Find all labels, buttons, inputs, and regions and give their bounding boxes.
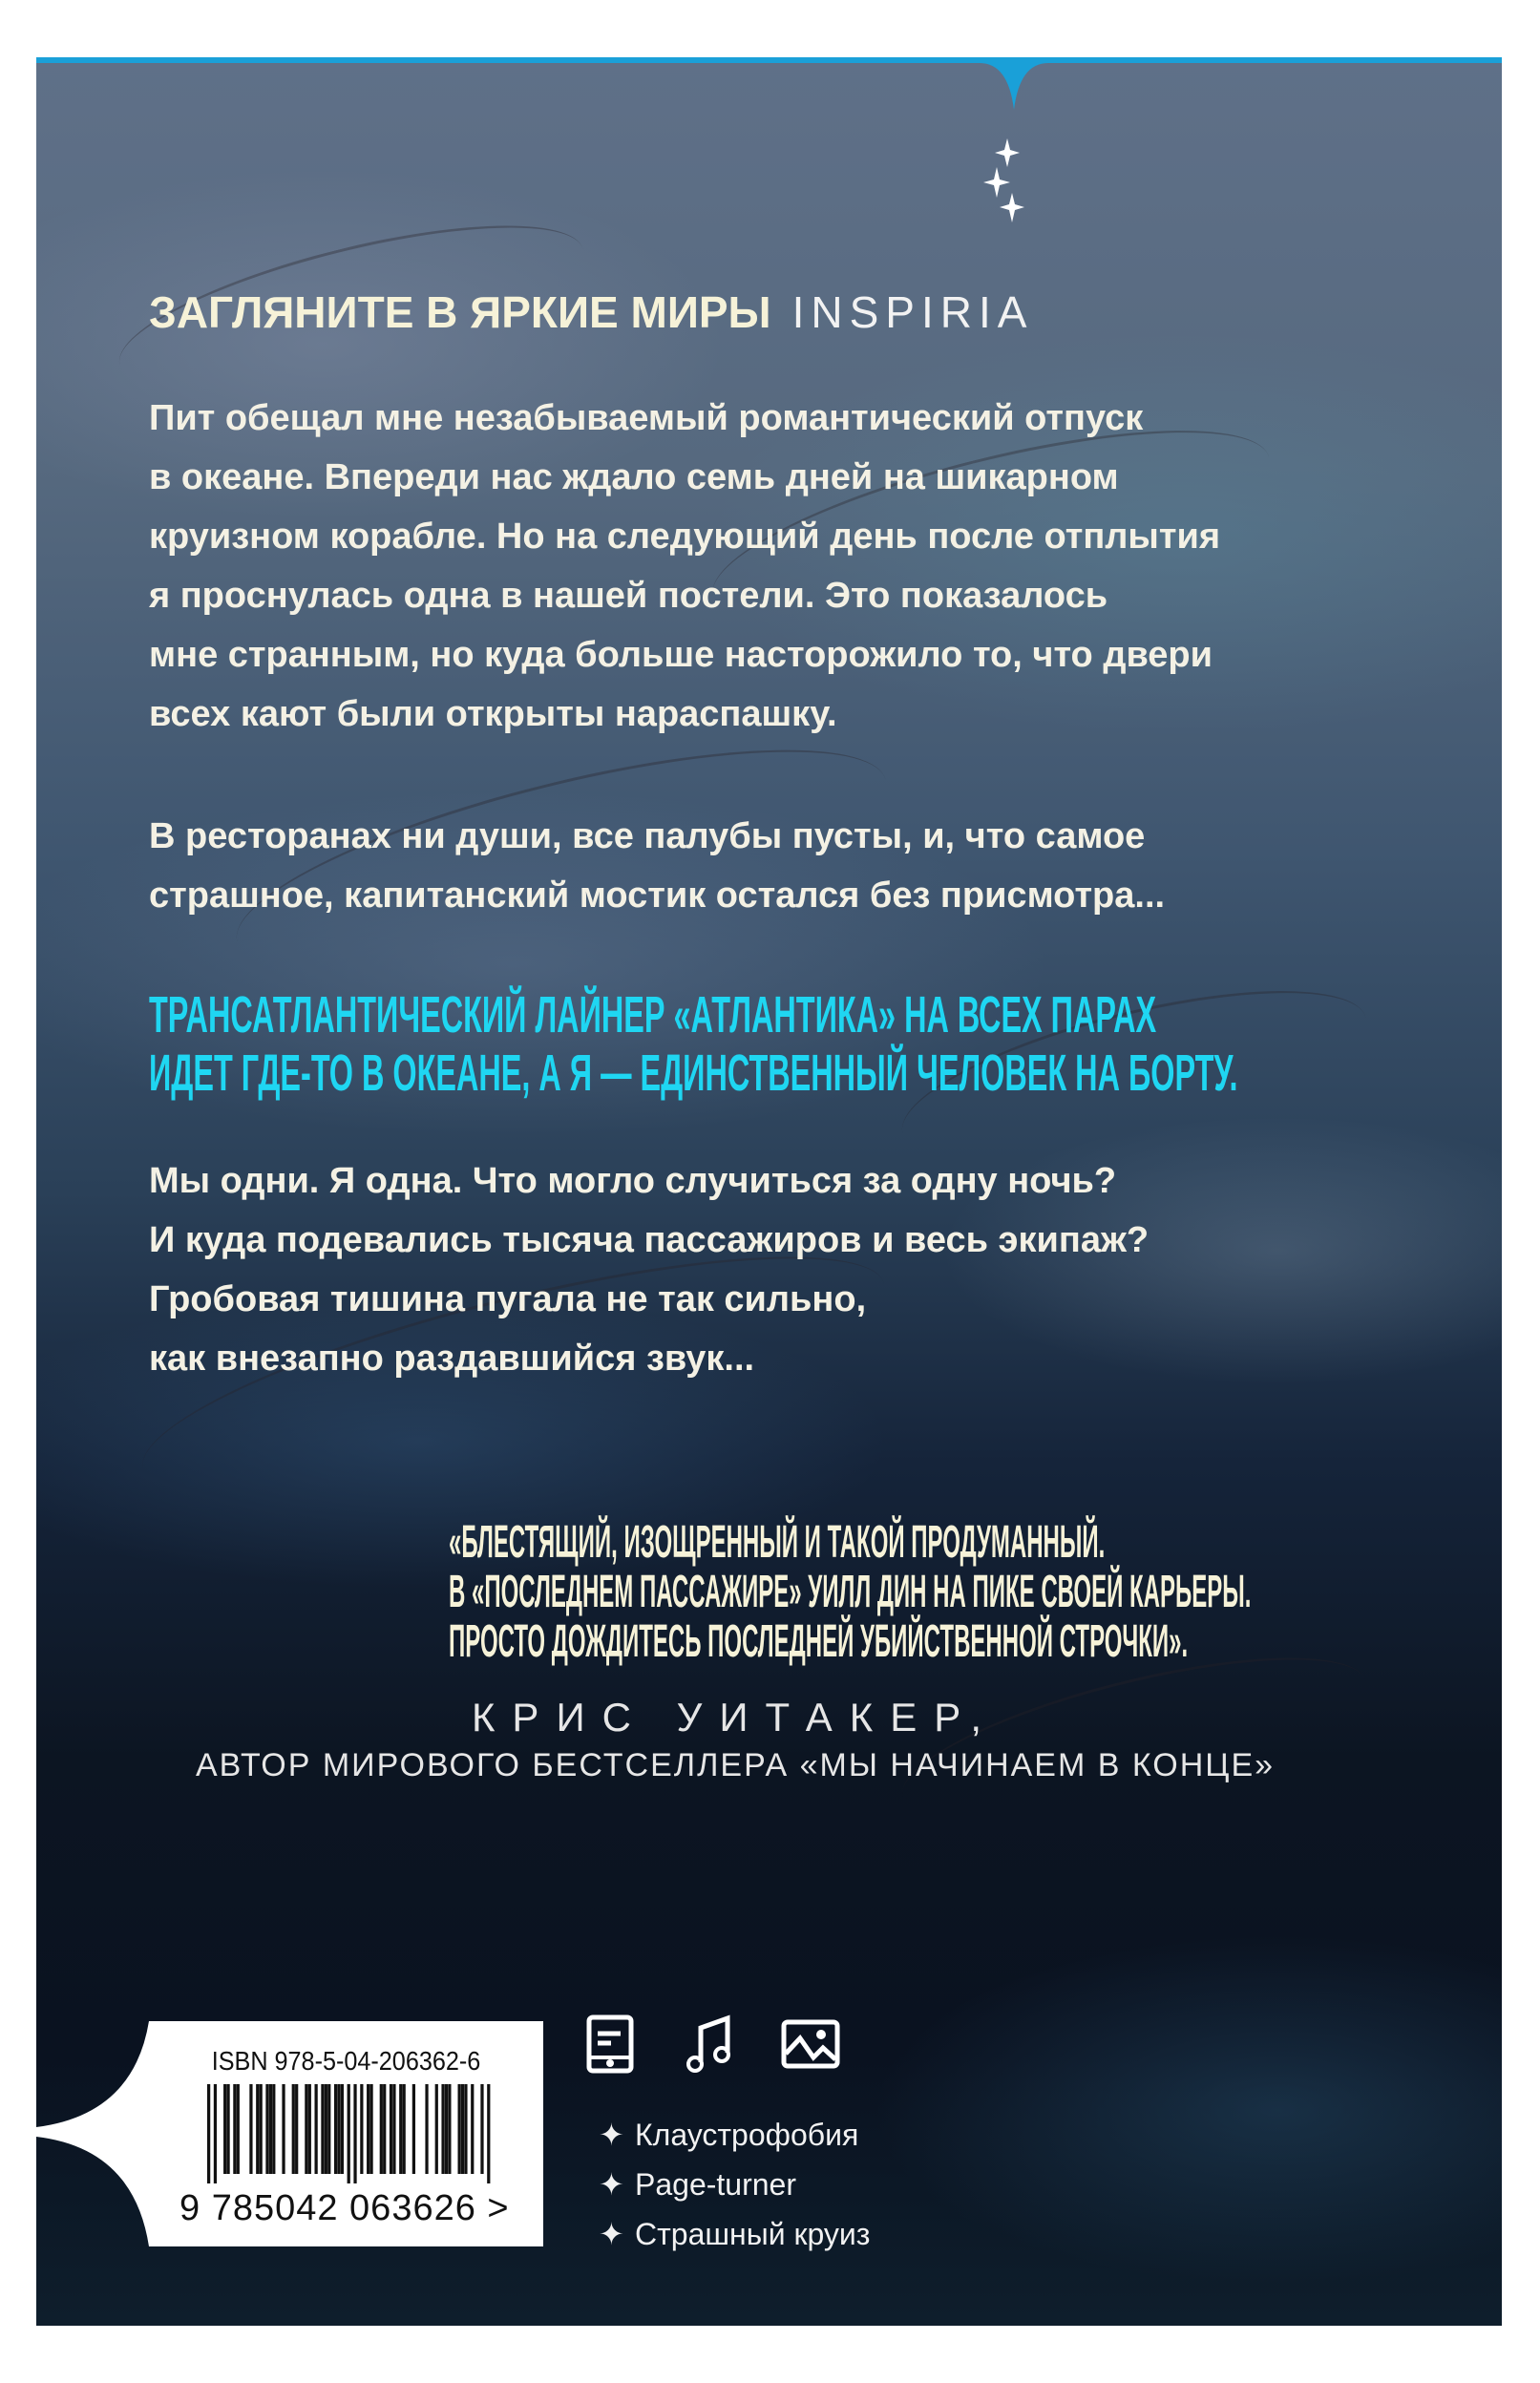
barcode-bar bbox=[334, 2084, 337, 2174]
barcode-bar bbox=[348, 2084, 350, 2183]
barcode-bar bbox=[425, 2084, 428, 2174]
barcode-bar bbox=[471, 2084, 474, 2174]
text-line: Гробовая тишина пугала не так сильно, bbox=[149, 1279, 867, 1319]
barcode-bar bbox=[399, 2084, 402, 2174]
sparkles-icon bbox=[981, 138, 1029, 224]
tag-item bbox=[599, 2216, 870, 2252]
barcode-bar bbox=[445, 2084, 448, 2174]
synopsis-paragraph-2 bbox=[149, 807, 1390, 925]
barcode-bar bbox=[461, 2084, 464, 2174]
barcode-bar bbox=[249, 2084, 252, 2174]
tag-label: Клаустрофобия bbox=[635, 2118, 859, 2152]
ebook-icon bbox=[586, 2014, 636, 2074]
barcode-bar bbox=[207, 2084, 210, 2183]
barcode-bar bbox=[341, 2084, 344, 2174]
top-bar bbox=[36, 57, 1502, 134]
barcode-bar bbox=[292, 2084, 295, 2174]
barcode-bar bbox=[458, 2084, 461, 2174]
barcode-bar bbox=[392, 2084, 395, 2174]
barcode-bar bbox=[464, 2084, 467, 2174]
sparkle-bullet-icon: ✦ bbox=[599, 2217, 624, 2251]
barcode-bar bbox=[435, 2084, 438, 2174]
barcode-bar bbox=[487, 2084, 490, 2183]
barcode-bar bbox=[480, 2084, 483, 2174]
synopsis-paragraph-1 bbox=[149, 389, 1390, 744]
tag-item bbox=[599, 2117, 858, 2153]
text-line: в океане. Впереди нас ждало семь дней на шикарном bbox=[149, 457, 1119, 497]
quote-author: КРИС УИТАКЕР, bbox=[471, 1695, 1000, 1740]
barcode-label bbox=[149, 2021, 543, 2246]
barcode-bar bbox=[403, 2084, 406, 2174]
barcode-bar bbox=[260, 2084, 263, 2174]
barcode-bar bbox=[233, 2084, 236, 2174]
highlight-tagline bbox=[149, 986, 1238, 1103]
text-line: ТРАНСАТЛАНТИЧЕСКИЙ ЛАЙНЕР «АТЛАНТИКА» НА ВСЕХ ПАРАХ bbox=[149, 986, 1157, 1044]
barcode-bar bbox=[272, 2084, 275, 2174]
book-back-cover bbox=[36, 57, 1502, 2326]
tag-item bbox=[599, 2166, 796, 2203]
quote-author-description: АВТОР МИРОВОГО БЕСТСЕЛЛЕРА «МЫ НАЧИНАЕМ В КОНЦЕ» bbox=[195, 1747, 1276, 1783]
barcode-bar bbox=[369, 2084, 372, 2174]
barcode-bar bbox=[367, 2084, 369, 2174]
barcode-bar bbox=[448, 2084, 451, 2174]
barcode-bar bbox=[265, 2084, 268, 2174]
barcode-bar bbox=[337, 2084, 340, 2174]
tag-label: Page-turner bbox=[635, 2167, 796, 2202]
text-line: ПРОСТО ДОЖДИТЕСЬ ПОСЛЕДНЕЙ УБИЙСТВЕННОЙ СТРОЧКИ». bbox=[449, 1616, 1189, 1667]
barcode-bar bbox=[412, 2084, 415, 2174]
publisher-logo: INSPIRIA bbox=[791, 287, 1034, 337]
barcode-bar bbox=[237, 2084, 240, 2174]
text-line: «БЛЕСТЯЩИЙ, ИЗОЩРЕННЫЙ И ТАКОЙ ПРОДУМАННЫЙ. bbox=[449, 1517, 1106, 1568]
image-icon bbox=[781, 2019, 840, 2069]
text-line: круизном корабле. Но на следующий день после отплытия bbox=[149, 517, 1221, 557]
text-line: всех кают были открыты нараспашку. bbox=[149, 694, 837, 734]
text-line: И куда подевались тысяча пассажиров и весь экипаж? bbox=[149, 1220, 1150, 1260]
ean-number: 9 785042 063626 > bbox=[179, 2188, 510, 2228]
header bbox=[149, 286, 1033, 338]
barcode-bar bbox=[256, 2084, 259, 2174]
barcode-bar bbox=[353, 2084, 356, 2183]
sparkle-bullet-icon: ✦ bbox=[599, 2167, 624, 2202]
barcode-bar bbox=[390, 2084, 392, 2174]
tag-label: Страшный круиз bbox=[635, 2217, 871, 2251]
barcode-bar bbox=[315, 2084, 318, 2174]
text-line: Мы одни. Я одна. Что могло случиться за одну ночь? bbox=[149, 1161, 1117, 1201]
synopsis-paragraph-3 bbox=[149, 1151, 1390, 1388]
text-line: В ресторанах ни души, все палубы пусты, и, что самое bbox=[149, 816, 1146, 856]
review-quote bbox=[162, 1518, 1308, 1667]
text-line: ИДЕТ ГДЕ-ТО В ОКЕАНЕ, А Я — ЕДИНСТВЕННЫЙ ЧЕЛОВЕК НА БОРТУ. bbox=[149, 1044, 1238, 1102]
barcode-bar bbox=[327, 2084, 330, 2174]
barcode-bar bbox=[380, 2084, 383, 2174]
barcode-bar bbox=[223, 2084, 226, 2174]
barcode-bar bbox=[383, 2084, 386, 2174]
barcode-bar bbox=[269, 2084, 272, 2174]
barcode-notch bbox=[36, 2014, 160, 2253]
series-slogan: ЗАГЛЯНИТЕ В ЯРКИЕ МИРЫ bbox=[149, 287, 771, 337]
text-line: Пит обещал мне незабываемый романтический отпуск bbox=[149, 398, 1144, 438]
music-note-icon bbox=[686, 2014, 735, 2074]
barcode-bar bbox=[282, 2084, 285, 2174]
barcode-bar bbox=[226, 2084, 229, 2174]
text-line: мне странным, но куда больше насторожило то, что двери bbox=[149, 635, 1213, 675]
barcode-bar bbox=[308, 2084, 311, 2174]
barcode-bar bbox=[321, 2084, 324, 2174]
text-line: страшное, капитанский мостик остался без присмотра... bbox=[149, 875, 1166, 916]
barcode-bar bbox=[360, 2084, 363, 2174]
barcode-bar bbox=[305, 2084, 307, 2174]
text-line: В «ПОСЛЕДНЕМ ПАССАЖИРЕ» УИЛЛ ДИН НА ПИКЕ СВОЕЙ КАРЬЕРЫ. bbox=[449, 1567, 1252, 1617]
barcode-bar bbox=[441, 2084, 444, 2174]
barcode bbox=[207, 2084, 494, 2185]
barcode-bar bbox=[295, 2084, 298, 2174]
isbn-text: ISBN 978-5-04-206362-6 bbox=[211, 2046, 481, 2076]
text-line: я проснулась одна в нашей постели. Это показалось bbox=[149, 576, 1108, 616]
text-line: как внезапно раздавшийся звук... bbox=[149, 1339, 755, 1379]
barcode-bar bbox=[214, 2084, 217, 2183]
sparkle-bullet-icon: ✦ bbox=[599, 2118, 624, 2152]
barcode-bar bbox=[325, 2084, 327, 2174]
